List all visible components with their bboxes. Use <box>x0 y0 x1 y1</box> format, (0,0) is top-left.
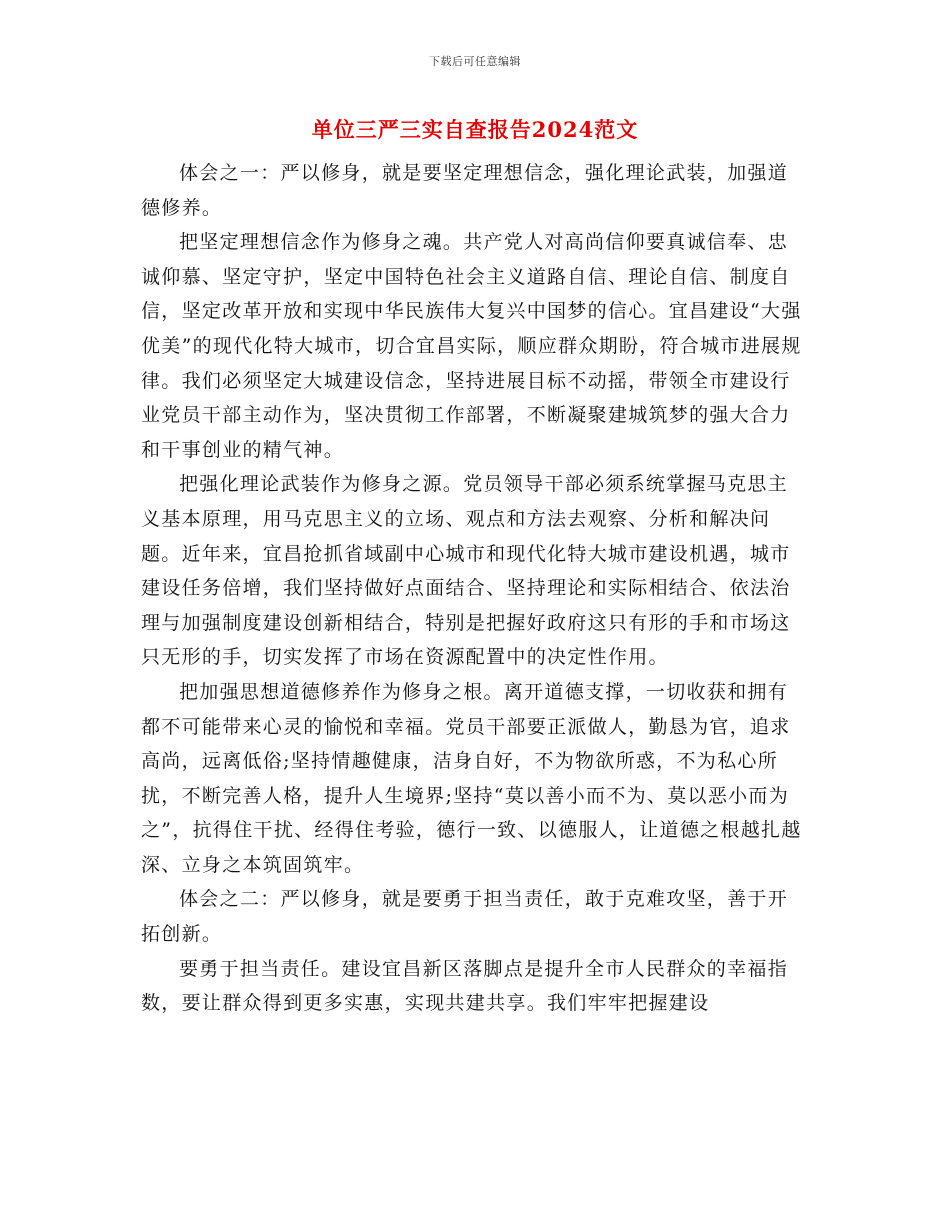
paragraph-2: 把坚定理想信念作为修身之魂。共产党人对高尚信仰要真诚信奉、忠诚仰慕、坚定守护，坚定中国特色社会主义道路自信、理论自信、制度自信，坚定改革开放和实现中华民族伟大复兴中国梦的信心。宜昌建设“大强优美”的现代化特大城市，切合宜昌实际，顺应群众期盼，符合城市进展规律。我们必须坚定大城建设信念，坚持进展目标不动摇，带领全市建设行业党员干部主动作为，坚决贯彻工作部署，不断凝聚建城筑梦的强大合力和干事创业的精气神。 <box>141 231 802 461</box>
header-note: 下载后可任意编辑 <box>429 55 521 68</box>
paragraph-5: 体会之二：严以修身，就是要勇于担当责任，敢于克难攻坚，善于开拓创新。 <box>141 888 789 946</box>
paragraph-4: 把加强思想道德修养作为修身之根。离开道德支撑，一切收获和拥有都不可能带来心灵的愉悦和幸福。党员干部要正派做人，勤恳为官，追求高尚，远离低俗;坚持情趣健康，洁身自好，不为物欲所惑，不为私心所扰，不断完善人格，提升人生境界;坚持“莫以善小而不为、莫以恶小而为之”，抗得住干扰、经得住考验，德行一致、以德服人，让道德之根越扎越深、立身之本筑固筑牢。 <box>141 680 802 876</box>
paragraph-3: 把强化理论武装作为修身之源。党员领导干部必须系统掌握马克思主义基本原理，用马克思主义的立场、观点和方法去观察、分析和解决问题。近年来，宜昌抢抓省域副中心城市和现代化特大城市建设机遇，城市建设任务倍增，我们坚持做好点面结合、坚持理论和实际相结合、依法治理与加强制度建设创新相结合，特别是把握好政府这只有形的手和市场这只无形的手，切实发挥了市场在资源配置中的决定性作用。 <box>141 473 791 669</box>
document-title: 单位三严三实自查报告2024范文 <box>311 117 639 142</box>
document-body <box>141 156 806 1021</box>
paragraph-6: 要勇于担当责任。建设宜昌新区落脚点是提升全市人民群众的幸福指数，要让群众得到更多实惠，实现共建共享。我们牢牢把握建设 <box>141 957 789 1015</box>
paragraph-1: 体会之一：严以修身，就是要坚定理想信念，强化理论武装，加强道德修养。 <box>141 162 789 219</box>
